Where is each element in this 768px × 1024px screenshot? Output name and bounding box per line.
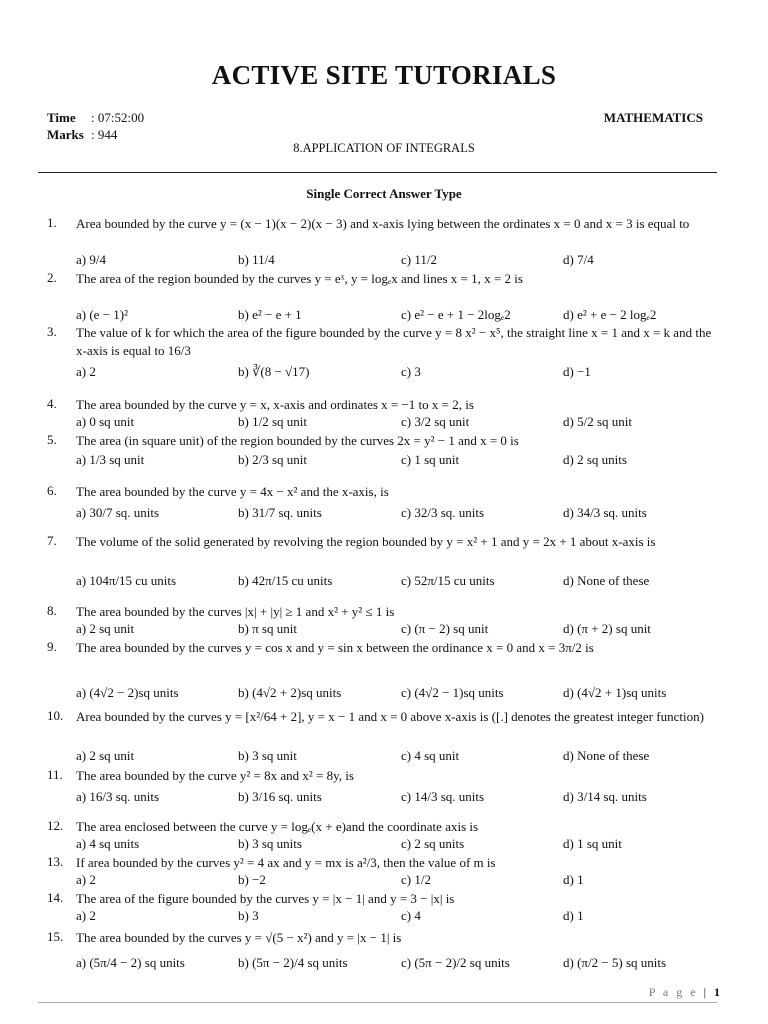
option-b: b) ∛(8 − √17) (238, 364, 310, 379)
option-c: c) 14/3 sq. units (401, 789, 485, 804)
option-d: d) 3/14 sq. units (563, 789, 647, 804)
option-c: c) (π − 2) sq unit (401, 621, 489, 636)
option-b: b) 3 (238, 908, 259, 923)
document-title: ACTIVE SITE TUTORIALS (211, 60, 557, 90)
option-a: a) 9/4 (76, 252, 106, 267)
footer-divider (38, 1002, 717, 1003)
question-number: 1. (47, 215, 57, 230)
question-number: 4. (47, 396, 57, 411)
question-text: The area of the region bounded by the curves y = eˣ, y = logₑx and lines x = 1, x = 2 is (76, 271, 523, 286)
option-c: c) e² − e + 1 − 2logₑ2 (401, 307, 511, 322)
question-number: 2. (47, 270, 57, 285)
time-label: Time (47, 110, 76, 125)
option-c: c) 1/2 (401, 872, 431, 887)
option-a: a) 2 sq unit (76, 748, 135, 763)
question-text: Area bounded by the curves y = [x²/64 + 2], y = x − 1 and x = 0 above x-axis is ([.] denotes the greatest integer function) (76, 709, 704, 724)
option-d: d) (π/2 − 5) sq units (563, 955, 667, 970)
option-b: b) e² − e + 1 (238, 307, 302, 322)
option-a: a) 2 (76, 908, 96, 923)
option-c: c) 3/2 sq unit (401, 414, 470, 429)
option-d: d) (π + 2) sq unit (563, 621, 651, 636)
option-d: d) 5/2 sq unit (563, 414, 632, 429)
option-a: a) 4 sq units (76, 836, 140, 851)
question-number: 8. (47, 603, 57, 618)
time-row (47, 110, 144, 126)
subject-label: MATHEMATICS (603, 110, 703, 125)
section-title: Single Correct Answer Type (306, 186, 462, 201)
option-b: b) (5π − 2)/4 sq units (238, 955, 348, 970)
header-divider (38, 172, 717, 173)
question-number: 10. (47, 708, 64, 723)
question-number: 11. (47, 767, 63, 782)
page-footer: P a g e | 1 (648, 985, 720, 999)
option-d: d) None of these (563, 748, 650, 763)
question-text: The area bounded by the curve y² = 8x and x² = 8y, is (76, 768, 354, 783)
option-a: a) 2 sq unit (76, 621, 135, 636)
option-c: c) 52π/15 cu units (401, 573, 495, 588)
question-text: If area bounded by the curves y² = 4 ax and y = mx is a²/3, then the value of m is (76, 855, 496, 870)
question-text: The area bounded by the curves y = √(5 − x²) and y = |x − 1| is (76, 930, 402, 945)
option-d: d) 7/4 (563, 252, 594, 267)
question-text: The area bounded by the curve y = 4x − x² and the x-axis, is (76, 484, 389, 499)
option-c: c) 3 (401, 364, 421, 379)
question-text: Area bounded by the curve y = (x − 1)(x − 2)(x − 3) and x-axis lying between the ordinates x = 0 and x = 3 is equal to (76, 216, 690, 231)
time-value: : 07:52:00 (91, 110, 145, 125)
question-number: 13. (47, 854, 64, 869)
marks-label: Marks (47, 127, 84, 142)
option-b: b) (4√2 + 2)sq units (238, 685, 342, 700)
question-number: 3. (47, 324, 57, 339)
option-d: d) 2 sq units (563, 452, 627, 467)
option-b: b) 31/7 sq. units (238, 505, 322, 520)
question-text: The area of the figure bounded by the curves y = |x − 1| and y = 3 − |x| is (76, 891, 455, 906)
question-text: The area bounded by the curves y = cos x and y = sin x between the ordinance x = 0 and x = 3π/2 is (76, 640, 594, 655)
option-b: b) −2 (238, 872, 266, 887)
question-text: The area bounded by the curve y = x, x-axis and ordinates x = −1 to x = 2, is (76, 397, 474, 412)
option-a: a) (5π/4 − 2) sq units (76, 955, 185, 970)
marks-value: : 944 (91, 127, 118, 142)
option-c: c) 1 sq unit (401, 452, 460, 467)
question-text: The area bounded by the curves |x| + |y| ≥ 1 and x² + y² ≤ 1 is (76, 604, 395, 619)
option-d: d) (4√2 + 1)sq units (563, 685, 667, 700)
question-number: 12. (47, 818, 64, 833)
option-d: d) 1 sq unit (563, 836, 622, 851)
question-number: 9. (47, 639, 57, 654)
option-a: a) (4√2 − 2)sq units (76, 685, 179, 700)
page-label: P a g e (648, 985, 699, 999)
option-d: d) None of these (563, 573, 650, 588)
option-c: c) 2 sq units (401, 836, 465, 851)
option-a: a) 104π/15 cu units (76, 573, 177, 588)
option-c: c) 32/3 sq. units (401, 505, 485, 520)
option-a: a) 0 sq unit (76, 414, 135, 429)
option-a: a) 2 (76, 872, 96, 887)
option-a: a) 30/7 sq. units (76, 505, 160, 520)
option-d: d) e² + e − 2 logₑ2 (563, 307, 657, 322)
question-number: 6. (47, 483, 57, 498)
option-c: c) 11/2 (401, 252, 437, 267)
page-number: 1 (714, 985, 720, 999)
option-b: b) 42π/15 cu units (238, 573, 333, 588)
option-a: a) 1/3 sq unit (76, 452, 145, 467)
option-c: c) 4 sq unit (401, 748, 460, 763)
question-text: The area enclosed between the curve y = logₑ(x + e)and the coordinate axis is (76, 819, 479, 834)
option-b: b) 2/3 sq unit (238, 452, 307, 467)
option-b: b) 1/2 sq unit (238, 414, 307, 429)
question-number: 5. (47, 432, 57, 447)
question-text: The value of k for which the area of the figure bounded by the curve y = 8 x² − x⁵, the straight line x = 1 and x = k and the x-axis is equal to 16/3 (76, 325, 712, 358)
option-b: b) 11/4 (238, 252, 275, 267)
chapter-title: 8.APPLICATION OF INTEGRALS (293, 141, 475, 155)
option-d: d) −1 (563, 364, 591, 379)
question-text: The volume of the solid generated by revolving the region bounded by y = x² + 1 and y = 2x + 1 about x-axis is (76, 534, 656, 549)
option-b: b) 3 sq units (238, 836, 302, 851)
option-a: a) 16/3 sq. units (76, 789, 160, 804)
option-b: b) π sq unit (238, 621, 297, 636)
question-number: 15. (47, 929, 64, 944)
option-a: a) (e − 1)² (76, 307, 129, 322)
option-d: d) 1 (563, 872, 584, 887)
question-text: The area (in square unit) of the region bounded by the curves 2x = y² − 1 and x = 0 is (76, 433, 519, 448)
option-b: b) 3/16 sq. units (238, 789, 322, 804)
option-b: b) 3 sq unit (238, 748, 297, 763)
option-c: c) (4√2 − 1)sq units (401, 685, 504, 700)
option-d: d) 34/3 sq. units (563, 505, 647, 520)
question-number: 14. (47, 890, 64, 905)
option-a: a) 2 (76, 364, 96, 379)
question-number: 7. (47, 533, 57, 548)
option-c: c) (5π − 2)/2 sq units (401, 955, 510, 970)
option-d: d) 1 (563, 908, 584, 923)
option-c: c) 4 (401, 908, 421, 923)
